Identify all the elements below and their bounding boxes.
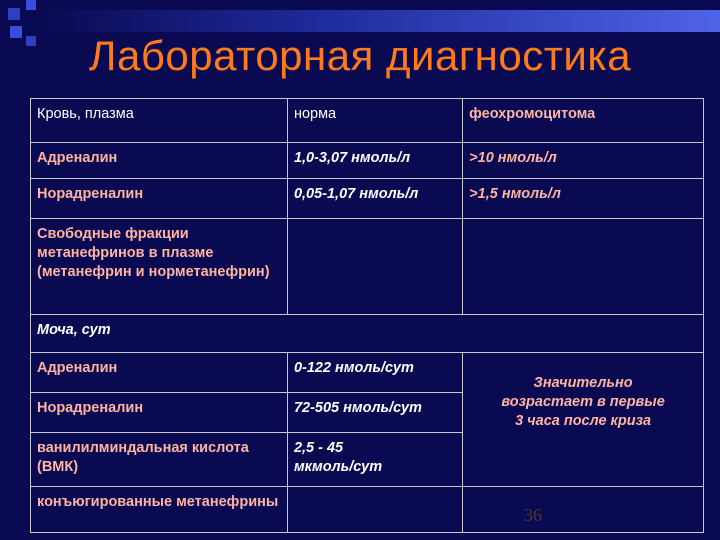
urine-row-norm: 72-505 нмоль/сут xyxy=(287,393,462,433)
header-blood-plasma: Кровь, плазма xyxy=(31,99,288,143)
urine-row-norm: 0-122 нмоль/сут xyxy=(287,353,462,393)
note-line-1: Значительно xyxy=(533,375,633,391)
row-pheo: >10 нмоль/л xyxy=(463,143,704,179)
urine-row-norm xyxy=(287,433,462,487)
page-title: Лабораторная диагностика xyxy=(88,32,632,79)
urine-section-label: Моча, сут xyxy=(31,315,704,353)
table-row xyxy=(31,487,704,533)
note-line-3: 3 часа после криза xyxy=(515,413,652,429)
diagnostics-table xyxy=(30,98,704,533)
urine-row-name: ванилилминдальная кислота (ВМК) xyxy=(31,433,288,487)
urine-row-name: Адреналин xyxy=(31,353,288,393)
urine-row-name: Норадреналин xyxy=(31,393,288,433)
table-row xyxy=(31,143,704,179)
row-name: Свободные фракции метанефринов в плазме (метанефрин и норметанефрин) xyxy=(31,219,288,315)
table-row xyxy=(31,353,704,393)
table-row xyxy=(31,179,704,219)
urine-row-pheo-empty xyxy=(463,487,704,533)
row-name: Адреналин xyxy=(31,143,288,179)
urine-pheo-note xyxy=(463,353,704,487)
page-number: 36 xyxy=(524,505,542,525)
row-name: Норадреналин xyxy=(31,179,288,219)
urine-section-row xyxy=(31,315,704,353)
header-gradient-bar xyxy=(40,10,720,32)
norm-line-2: мкмоль/сут xyxy=(293,459,383,475)
header-pheochromocytoma: феохромоцитома xyxy=(463,99,704,143)
table-row xyxy=(31,219,704,315)
row-norm: 0,05-1,07 нмоль/л xyxy=(287,179,462,219)
urine-row-norm xyxy=(287,487,462,533)
row-norm xyxy=(287,219,462,315)
note-line-2: возрастает в первые xyxy=(501,394,665,410)
row-pheo xyxy=(463,219,704,315)
row-norm: 1,0-3,07 нмоль/л xyxy=(287,143,462,179)
urine-row-name: конъюгированные метанефрины xyxy=(31,487,288,533)
table-header-row xyxy=(31,99,704,143)
row-pheo: >1,5 нмоль/л xyxy=(463,179,704,219)
norm-line-1: 2,5 - 45 xyxy=(293,440,344,456)
header-norm: норма xyxy=(287,99,462,143)
